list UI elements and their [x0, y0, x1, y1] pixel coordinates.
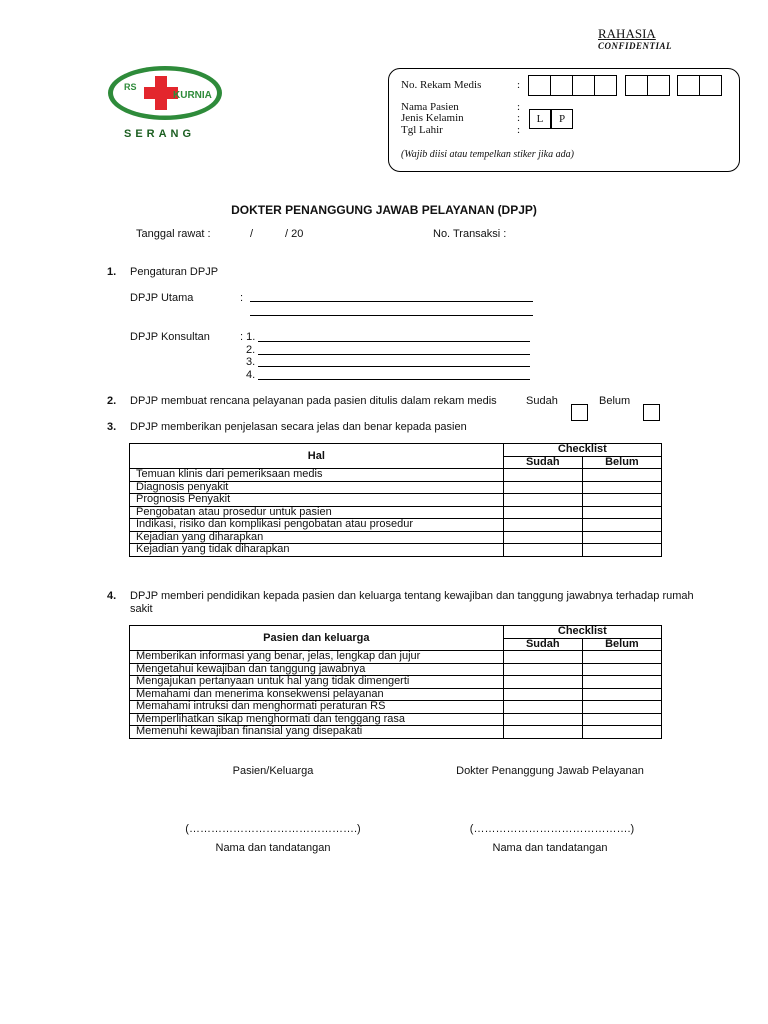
- signature-right-caption: Nama dan tandatangan: [492, 842, 608, 854]
- row-label: Indikasi, risiko dan komplikasi pengobatan atau prosedur: [130, 519, 504, 532]
- belum-cell[interactable]: [582, 726, 661, 739]
- row-label: Temuan klinis dari pemeriksaan medis: [130, 469, 504, 482]
- section-3-col-checklist: Checklist: [503, 444, 661, 457]
- section-4-text-line-1: DPJP memberi pendidikan kepada pasien dan keluarga tentang kewajiban dan tanggung jawabnya terhadap rumah: [130, 590, 694, 602]
- table-row: [130, 701, 662, 714]
- table-row: [130, 531, 662, 544]
- row-label: Pengobatan atau prosedur untuk pasien: [130, 506, 504, 519]
- section-3-col-belum: Belum: [582, 456, 661, 469]
- dpjp-konsultan-line-3[interactable]: [258, 366, 530, 367]
- row-label: Memberikan informasi yang benar, jelas, lengkap dan jujur: [130, 651, 504, 664]
- section-3-table: [129, 443, 662, 557]
- belum-cell[interactable]: [582, 506, 661, 519]
- belum-cell[interactable]: [582, 663, 661, 676]
- no-transaksi-label: No. Transaksi :: [433, 228, 507, 240]
- section-1-number: 1.: [107, 266, 117, 278]
- dpjp-konsultan-line-2[interactable]: [258, 354, 530, 355]
- dpjp-utama-line-1[interactable]: [250, 301, 533, 302]
- sudah-cell[interactable]: [503, 688, 582, 701]
- tanggal-rawat-label: Tanggal rawat :: [136, 228, 211, 240]
- tgl-lahir-label: Tgl Lahir: [401, 124, 443, 136]
- section-3-col-sudah: Sudah: [503, 456, 582, 469]
- section-2-number: 2.: [107, 395, 117, 407]
- section-2-belum-checkbox[interactable]: [643, 404, 660, 421]
- section-4-table: [129, 625, 662, 739]
- sudah-cell[interactable]: [503, 713, 582, 726]
- table-row: [130, 469, 662, 482]
- belum-cell[interactable]: [582, 676, 661, 689]
- rekam-medis-digit[interactable]: [699, 75, 722, 96]
- belum-cell[interactable]: [582, 701, 661, 714]
- row-label: Diagnosis penyakit: [130, 481, 504, 494]
- sudah-cell[interactable]: [503, 519, 582, 532]
- section-1-title: Pengaturan DPJP: [130, 266, 219, 278]
- rekam-medis-digit[interactable]: [625, 75, 648, 96]
- belum-cell[interactable]: [582, 481, 661, 494]
- table-row: [130, 506, 662, 519]
- dpjp-konsultan-line-1[interactable]: [258, 341, 530, 342]
- signature-left-line[interactable]: (……………………………………….): [185, 823, 361, 835]
- signature-left-caption: Nama dan tandatangan: [215, 842, 331, 854]
- section-4-col-belum: Belum: [582, 638, 661, 651]
- dpjp-konsultan-num-1: : 1.: [240, 331, 256, 343]
- sudah-cell[interactable]: [503, 481, 582, 494]
- tgl-lahir-colon: :: [517, 124, 521, 136]
- table-row: [130, 651, 662, 664]
- row-label: Prognosis Penyakit: [130, 494, 504, 507]
- row-label: Mengetahui kewajiban dan tanggung jawabnya: [130, 663, 504, 676]
- belum-cell[interactable]: [582, 651, 661, 664]
- sudah-cell[interactable]: [503, 531, 582, 544]
- section-2-text: DPJP membuat rencana pelayanan pada pasien ditulis dalam rekam medis: [130, 395, 497, 407]
- rekam-medis-digit[interactable]: [594, 75, 617, 96]
- row-label: Kejadian yang tidak diharapkan: [130, 544, 504, 557]
- patient-id-box: [388, 68, 740, 172]
- section-3-col-hal: Hal: [130, 444, 504, 469]
- sudah-cell[interactable]: [503, 663, 582, 676]
- table-row: [130, 713, 662, 726]
- section-4-col-checklist: Checklist: [503, 626, 661, 639]
- section-3-number: 3.: [107, 421, 117, 433]
- dpjp-utama-line-2[interactable]: [250, 315, 533, 316]
- signature-right-title: Dokter Penanggung Jawab Pelayanan: [456, 765, 644, 777]
- sudah-cell[interactable]: [503, 651, 582, 664]
- sudah-cell[interactable]: [503, 469, 582, 482]
- section-4-col-sudah: Sudah: [503, 638, 582, 651]
- tanggal-slash-2: / 20: [285, 228, 304, 240]
- logo-city: SERANG: [124, 128, 196, 140]
- dpjp-konsultan-num-3: 3.: [246, 356, 256, 368]
- confidential-label: CONFIDENTIAL: [598, 41, 673, 51]
- table-row: [130, 663, 662, 676]
- logo-kurnia: KURNIA: [173, 90, 212, 101]
- table-row: [130, 519, 662, 532]
- belum-cell[interactable]: [582, 519, 661, 532]
- nama-pasien-label: Nama Pasien: [401, 101, 459, 113]
- belum-cell[interactable]: [582, 713, 661, 726]
- gender-p-box[interactable]: P: [551, 109, 573, 129]
- table-row: [130, 688, 662, 701]
- rekam-medis-digit[interactable]: [550, 75, 573, 96]
- section-4-col-pasien: Pasien dan keluarga: [130, 626, 504, 651]
- table-row: [130, 494, 662, 507]
- table-row: [130, 676, 662, 689]
- sudah-cell[interactable]: [503, 726, 582, 739]
- section-2-sudah-label: Sudah: [526, 395, 558, 407]
- section-4-number: 4.: [107, 590, 117, 602]
- section-2-sudah-checkbox[interactable]: [571, 404, 588, 421]
- row-label: Memenuhi kewajiban finansial yang disepakati: [130, 726, 504, 739]
- dpjp-konsultan-num-4: 4.: [246, 369, 256, 381]
- dpjp-konsultan-num-2: 2.: [246, 344, 256, 356]
- belum-cell[interactable]: [582, 688, 661, 701]
- table-row: [130, 481, 662, 494]
- dpjp-utama-label: DPJP Utama: [130, 292, 194, 304]
- belum-cell[interactable]: [582, 544, 661, 557]
- dpjp-konsultan-label: DPJP Konsultan: [130, 331, 210, 343]
- logo-rs: RS: [124, 82, 137, 92]
- belum-cell[interactable]: [582, 531, 661, 544]
- belum-cell[interactable]: [582, 469, 661, 482]
- rahasia-label: RAHASIA: [598, 26, 656, 41]
- rekam-medis-digit[interactable]: [572, 75, 595, 96]
- rekam-medis-label: No. Rekam Medis: [401, 79, 482, 91]
- signature-right-line[interactable]: (…………………………………….): [469, 823, 635, 835]
- section-2-belum-label: Belum: [599, 395, 631, 407]
- sudah-cell[interactable]: [503, 494, 582, 507]
- dpjp-konsultan-line-4[interactable]: [258, 379, 530, 380]
- jenis-kelamin-colon: :: [517, 112, 521, 124]
- tanggal-slash-1: /: [250, 228, 254, 240]
- row-label: Mengajukan pertanyaan untuk hal yang tidak dimengerti: [130, 676, 504, 689]
- sudah-cell[interactable]: [503, 701, 582, 714]
- row-label: Memahami dan menerima konsekwensi pelayanan: [130, 688, 504, 701]
- table-row: [130, 726, 662, 739]
- rekam-medis-digit[interactable]: [647, 75, 670, 96]
- row-label: Memahami intruksi dan menghormati peraturan RS: [130, 701, 504, 714]
- rekam-medis-digit[interactable]: [677, 75, 700, 96]
- gender-l-box[interactable]: L: [529, 109, 551, 129]
- page-title: DOKTER PENANGGUNG JAWAB PELAYANAN (DPJP): [231, 203, 537, 217]
- table-row: [130, 544, 662, 557]
- dpjp-utama-colon: :: [240, 292, 244, 304]
- row-label: Kejadian yang diharapkan: [130, 531, 504, 544]
- belum-cell[interactable]: [582, 494, 661, 507]
- id-box-note: (Wajib diisi atau tempelkan stiker jika ada): [401, 149, 574, 160]
- section-3-text: DPJP memberikan penjelasan secara jelas dan benar kepada pasien: [130, 421, 467, 433]
- nama-pasien-colon: :: [517, 101, 521, 113]
- rekam-medis-colon: :: [517, 79, 521, 91]
- sudah-cell[interactable]: [503, 506, 582, 519]
- row-label: Memperlihatkan sikap menghormati dan tenggang rasa: [130, 713, 504, 726]
- section-4-text-line-2: sakit: [130, 603, 153, 615]
- signature-left-title: Pasien/Keluarga: [232, 765, 314, 777]
- rekam-medis-digit[interactable]: [528, 75, 551, 96]
- jenis-kelamin-label: Jenis Kelamin: [401, 112, 464, 124]
- sudah-cell[interactable]: [503, 544, 582, 557]
- sudah-cell[interactable]: [503, 676, 582, 689]
